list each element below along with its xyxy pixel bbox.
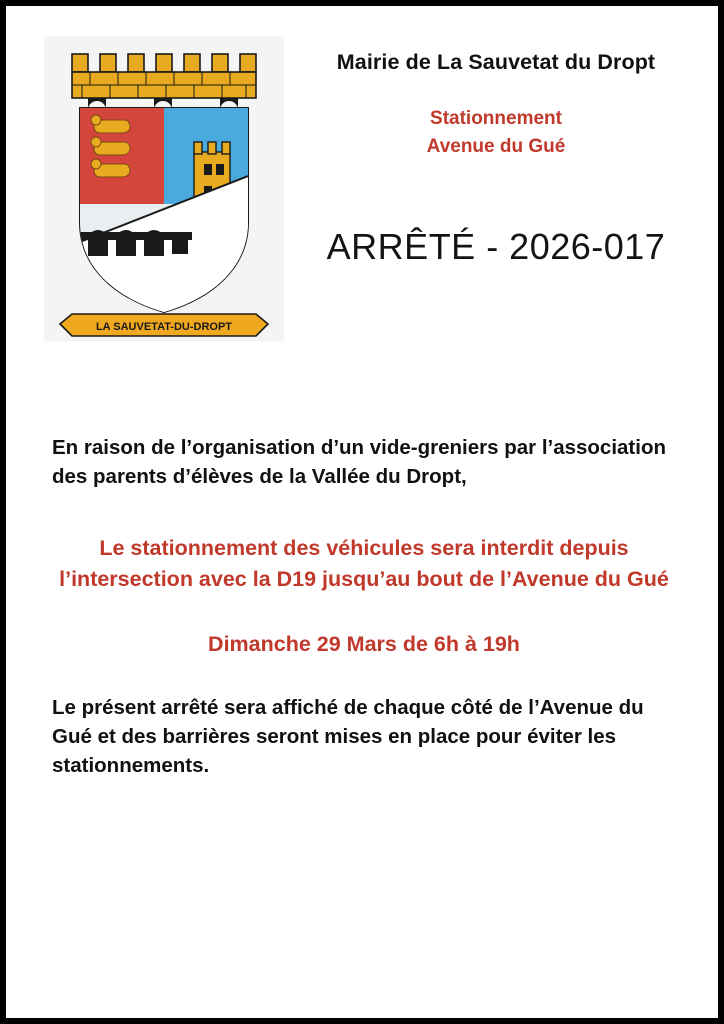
spacer-2	[52, 594, 676, 632]
document-inner	[6, 6, 718, 1018]
spacer-3	[52, 657, 676, 693]
document-body	[6, 433, 718, 781]
page-title: Mairie de La Sauvetat du Dropt	[336, 50, 656, 74]
crest-icon	[44, 36, 284, 341]
crest-banner-text: LA SAUVETAT-DU-DROPT	[95, 321, 233, 333]
spacer-1	[52, 491, 676, 533]
document-subtitle	[294, 105, 698, 160]
paragraph-reason: En raison de l’organisation d’un vide-greniers par l’association des parents d’élèves de la Vallée du Dropt,	[52, 436, 666, 489]
coat-of-arms-crest	[44, 36, 284, 341]
subtitle-line-2: Avenue du Gué	[426, 135, 566, 157]
header-text-block	[284, 36, 698, 268]
subtitle-line-1: Stationnement	[430, 108, 562, 129]
date-line: Dimanche 29 Mars de 6h à 19h	[208, 632, 520, 657]
paragraph-notice: Le présent arrêté sera affiché de chaque côté de l’Avenue du Gué et des barrières seront mises en place pour éviter les stationnements.	[52, 696, 644, 778]
paragraph-restriction: Le stationnement des véhicules sera interdit depuis l’intersection avec la D19 jusqu’au bout de l’Avenue du Gué	[59, 536, 669, 591]
decree-heading: ARRÊTÉ - 2026-017	[326, 226, 666, 268]
document-header	[6, 6, 718, 341]
